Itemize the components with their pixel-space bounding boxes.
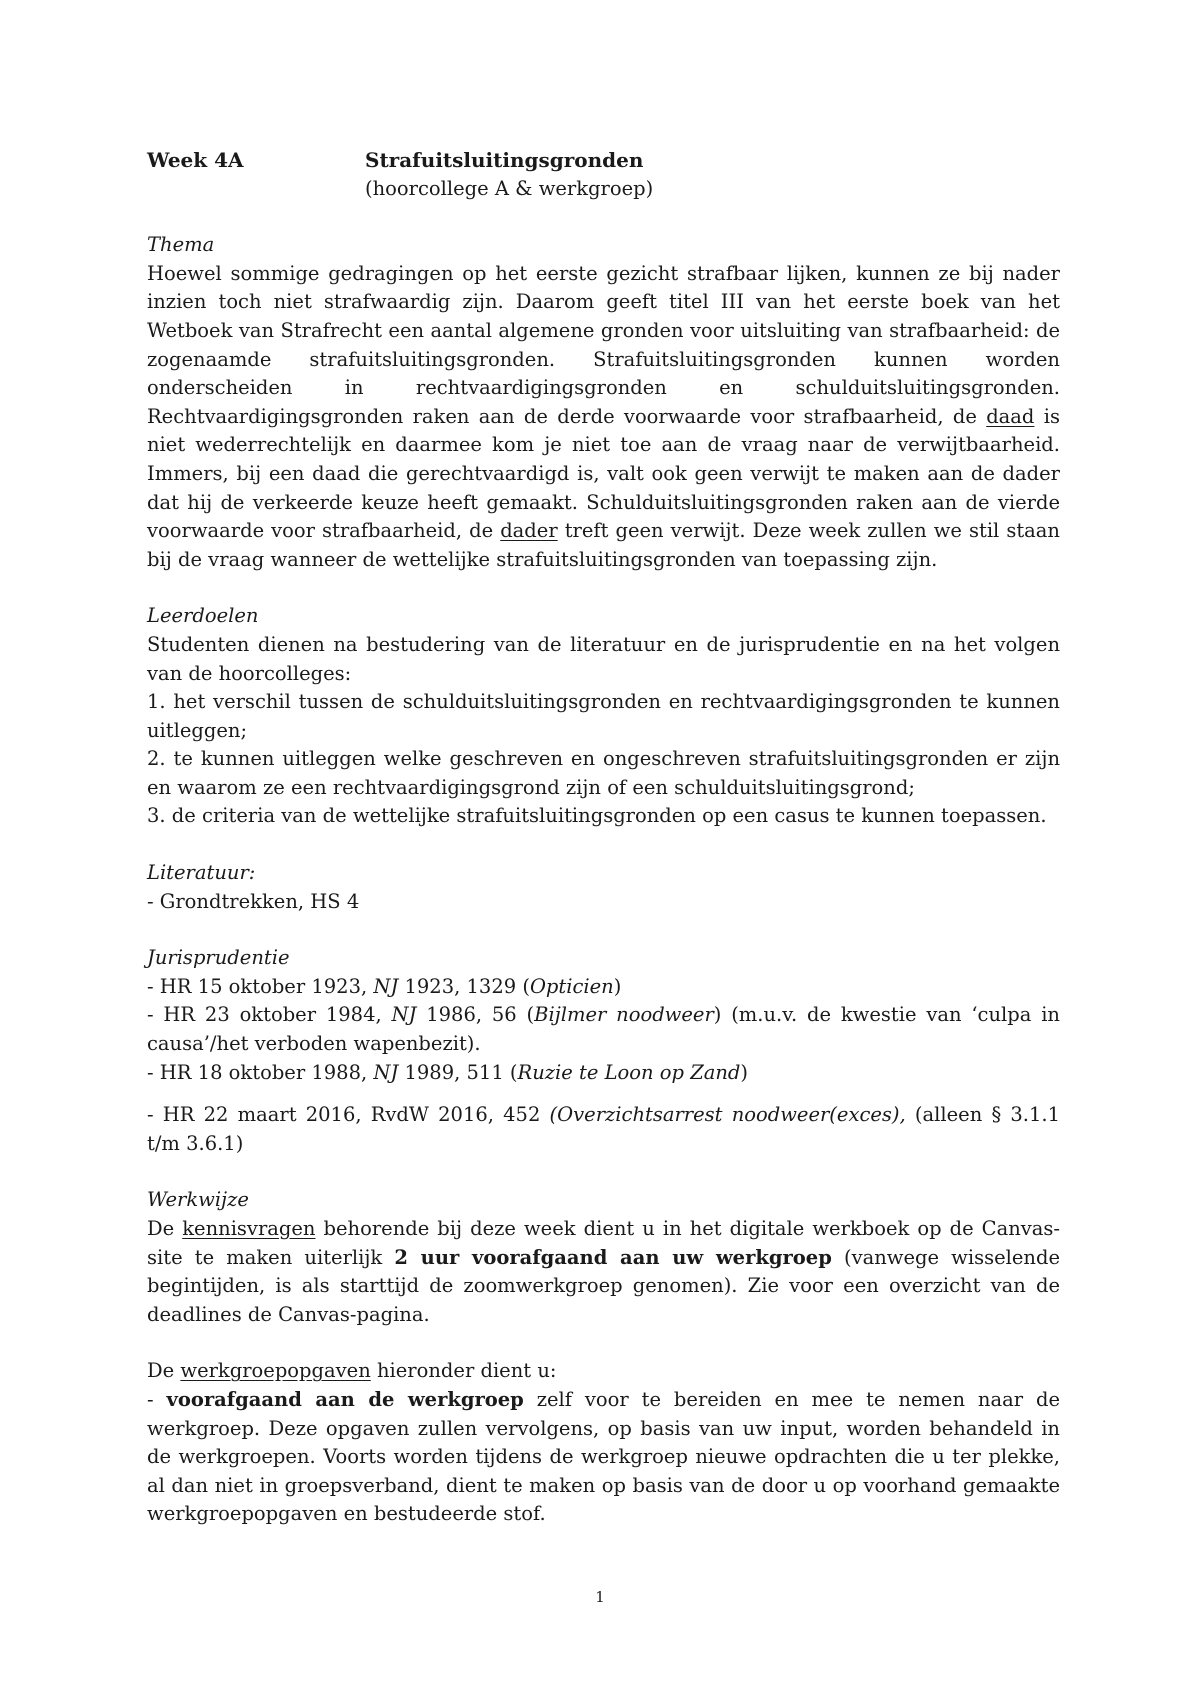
dader-underlined: dader [500, 519, 558, 543]
leerdoel-item-3: 3. de criteria van de wettelijke strafuitsluitingsgronden op een casus te kunnen toepassen. [147, 804, 1047, 828]
leerdoelen-heading: Leerdoelen [147, 604, 259, 628]
werkwijze-paragraph-3: - voorafgaand aan de werkgroep zelf voor te bereiden en mee te nemen naar de werkgroep. Deze opgaven zullen vervolgens, op basis van uw input, worden behandeld in de werkgroepen. Voorts worden tijdens de werkgroep nieuwe opdrachten die u ter plekke, al dan niet in groepsverband, dient te maken op basis van de door u op voorhand gemaakte werkgroepopgaven en bestudeerde stof. [147, 1387, 1060, 1526]
case-opticien: - HR 15 oktober 1923, NJ 1923, 1329 (Opticien) [147, 974, 622, 998]
case-overzichtsarrest-noodweer: - HR 22 maart 2016, RvdW 2016, 452 (Overzichtsarrest noodweer(exces), (alleen § 3.1.1 t/m 3.6.1) [147, 1103, 1060, 1155]
document-title: Strafuitsluitingsgronden [365, 148, 644, 172]
thema-heading: Thema [147, 233, 215, 257]
page-number: 1 [595, 1588, 605, 1606]
leerdoel-item-1: 1. het verschil tussen de schulduitsluitingsgronden en rechtvaardigingsgronden te kunnen uitleggen; [147, 690, 1060, 742]
document-subtitle: (hoorcollege A & werkgroep) [365, 176, 654, 200]
case-bijlmer-noodweer: - HR 23 oktober 1984, NJ 1986, 56 (Bijlmer noodweer) (m.u.v. de kwestie van ‘culpa in causa’/het verboden wapenbezit). [147, 1003, 1060, 1056]
leerdoelen-intro: Studenten dienen na bestudering van de literatuur en de jurisprudentie en na het volgen van de hoorcolleges: [147, 632, 1060, 685]
leerdoel-item-2: 2. te kunnen uitleggen welke geschreven en ongeschreven strafuitsluitingsgronden er zijn en waarom ze een rechtvaardigingsgrond zijn of een schulduitsluitingsgrond; [147, 747, 1060, 799]
werkwijze-paragraph-1: De kennisvragen behorende bij deze week dient u in het digitale werkboek op de Canvas-site te maken uiterlijk 2 uur voorafgaand aan uw werkgroep (vanwege wisselende begintijden, is als starttijd de zoomwerkgroep genomen). Zie voor een overzicht van de deadlines de Canvas-pagina. [147, 1217, 1060, 1326]
case-ruzie-loon-op-zand: - HR 18 oktober 1988, NJ 1989, 511 (Ruzie te Loon op Zand) [147, 1060, 749, 1084]
document-page [147, 146, 1060, 1529]
week-label: Week 4A [147, 148, 244, 172]
kennisvragen-underlined: kennisvragen [182, 1217, 316, 1240]
document-header [147, 146, 1060, 175]
werkwijze-paragraph-2: De werkgroepopgaven hieronder dient u: [147, 1359, 557, 1383]
literatuur-heading: Literatuur: [147, 861, 256, 885]
literatuur-item: - Grondtrekken, HS 4 [147, 889, 360, 913]
thema-paragraph: Hoewel sommige gedragingen op het eerste gezicht strafbaar lijken, kunnen ze bij nader inzien toch niet strafwaardig zijn. Daarom geeft titel III van het eerste boek van het Wetboek van Strafrecht een aantal algemene gronden voor uitsluiting van strafbaarheid: de zogenaamde strafuitsluitingsgronden. Strafuitsluitingsgronden kunnen worden onderscheiden in rechtvaardigingsgronden en schulduitsluitingsgronden. Rechtvaardigingsgronden raken aan de derde voorwaarde voor strafbaarheid, de daad is niet wederrechtelijk en daarmee kom je niet toe aan de vraag naar de verwijtbaarheid. Immers, bij een daad die gerechtvaardigd is, valt ook geen verwijt te maken aan de dader dat hij de verkeerde keuze heeft gemaakt. Schulduitsluitingsgronden raken aan de vierde voorwaarde voor strafbaarheid, de dader treft geen verwijt. Deze week zullen we stil staan bij de vraag wanneer de wettelijke strafuitsluitingsgronden van toepassing zijn. [147, 261, 1060, 571]
werkgroepopgaven-underlined: werkgroepopgaven [180, 1359, 371, 1383]
daad-underlined: daad [986, 404, 1035, 428]
werkwijze-heading: Werkwijze [147, 1188, 249, 1212]
jurisprudentie-heading: Jurisprudentie [147, 946, 290, 970]
